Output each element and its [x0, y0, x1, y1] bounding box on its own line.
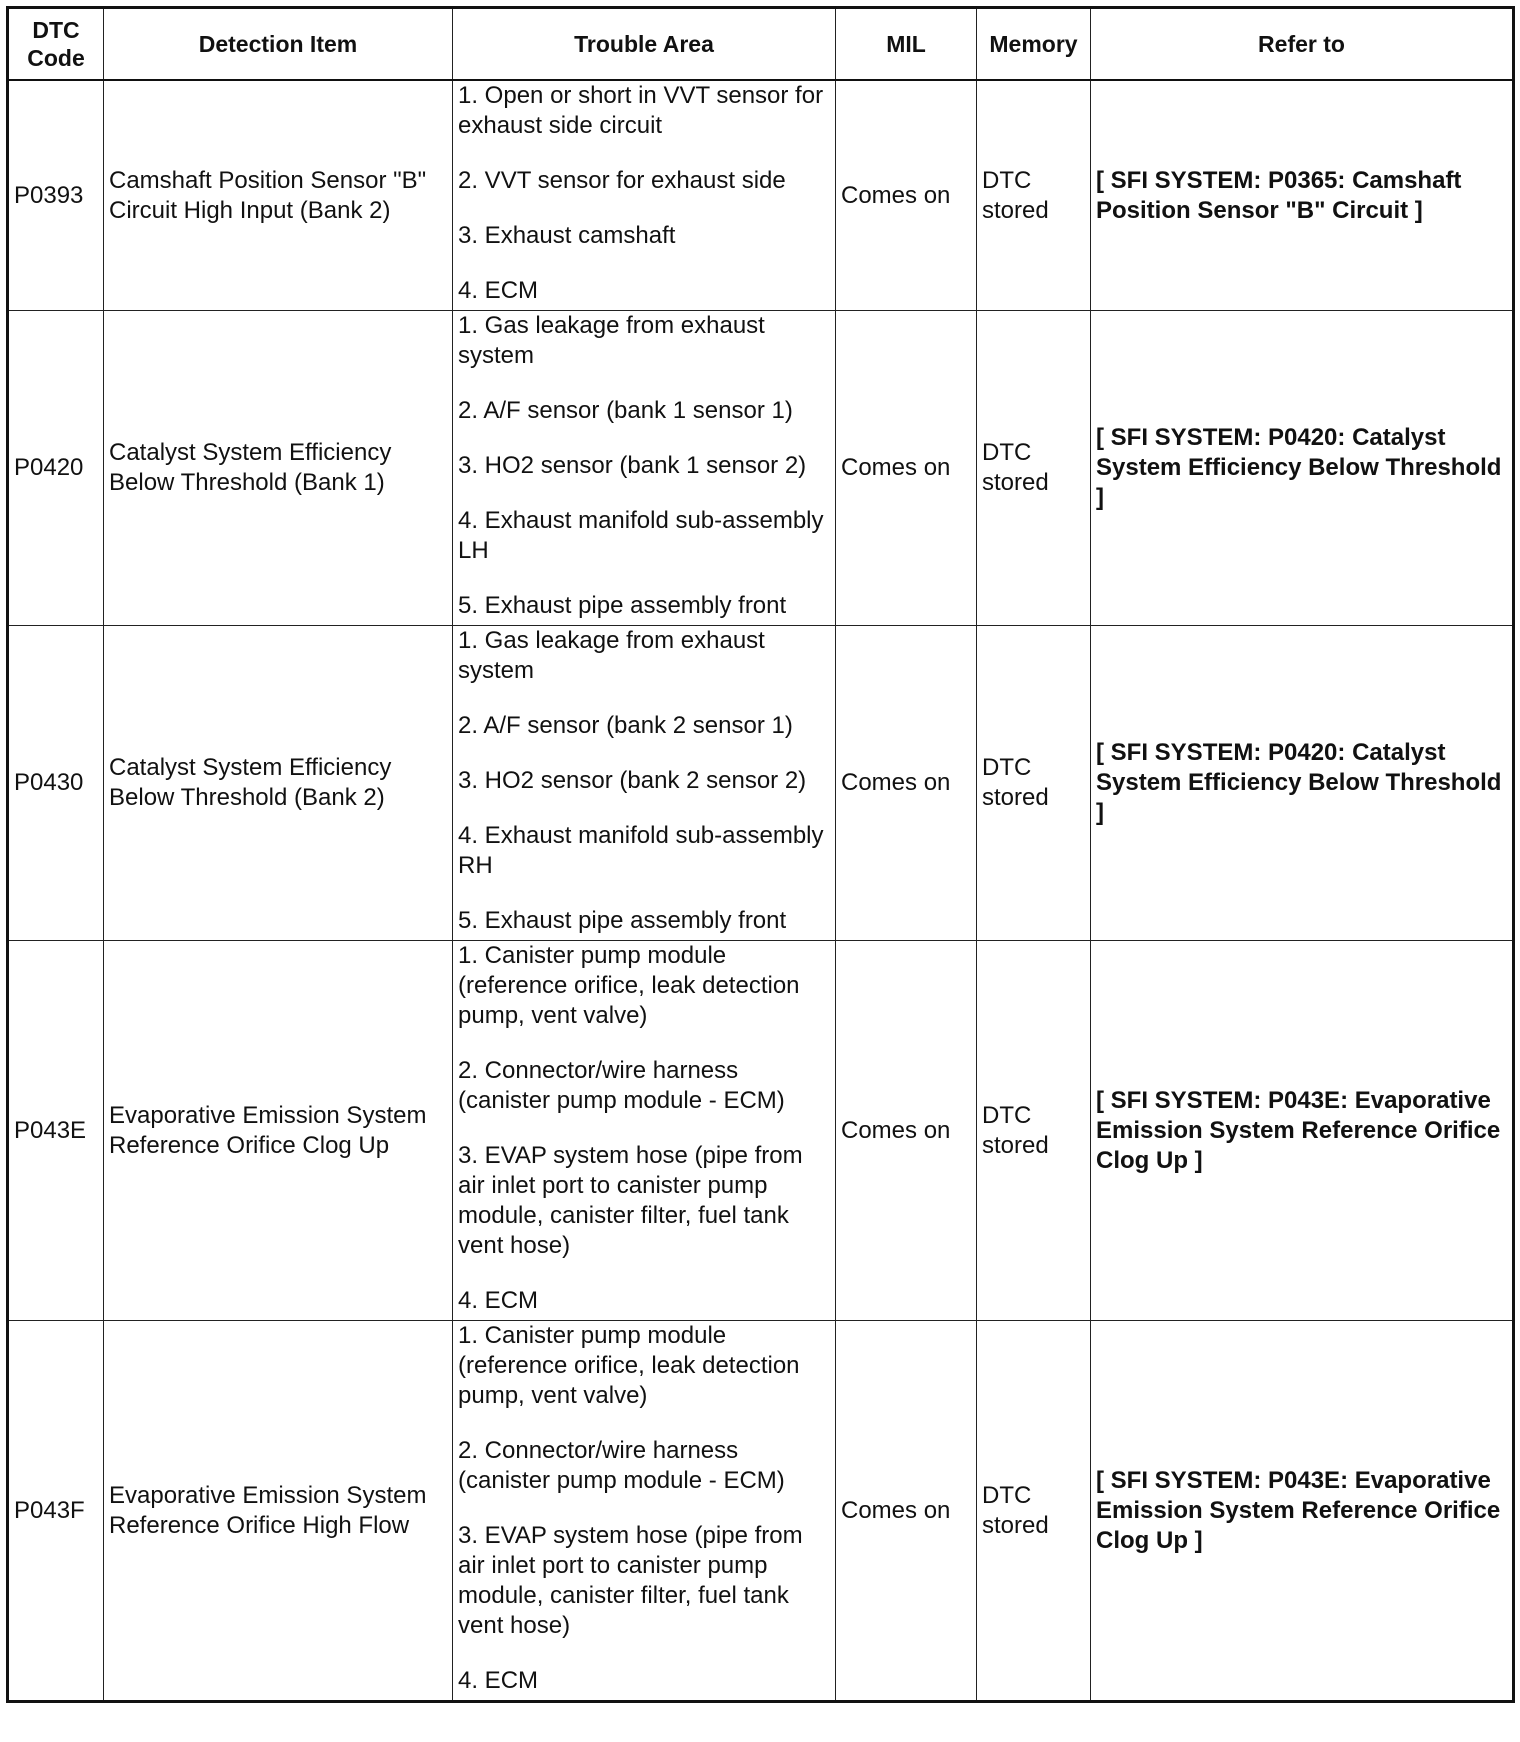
memory-cell: DTC stored: [977, 80, 1091, 311]
header-dtc-code: [8, 8, 104, 81]
header-row: [8, 8, 1514, 81]
trouble-area-cell: [453, 80, 836, 311]
dtc-code-cell: P0393: [8, 80, 104, 311]
dtc-code-cell: P0430: [8, 626, 104, 941]
trouble-area-item: 4. ECM: [458, 1287, 539, 1314]
trouble-area-item: 4. Exhaust manifold sub-assembly LH: [458, 507, 824, 564]
trouble-area-item: 3. EVAP system hose (pipe from air inlet port to canister pump module, canister filter, fuel tank vent hose): [458, 1522, 803, 1639]
memory-cell: DTC stored: [977, 626, 1091, 941]
dtc-code-cell: P0420: [8, 311, 104, 626]
memory-cell: DTC stored: [977, 941, 1091, 1321]
trouble-area-item: 5. Exhaust pipe assembly front: [458, 592, 787, 619]
dtc-code-cell: P043F: [8, 1321, 104, 1702]
header-trouble-area: Trouble Area: [453, 8, 836, 81]
detection-item-cell: Catalyst System Efficiency Below Threshold (Bank 2): [104, 626, 453, 941]
table-row: [8, 1321, 1514, 1702]
refer-to-link[interactable]: [ SFI SYSTEM: P0420: Catalyst System Efficiency Below Threshold ]: [1091, 626, 1514, 941]
refer-to-link[interactable]: [ SFI SYSTEM: P043E: Evaporative Emission System Reference Orifice Clog Up ]: [1091, 1321, 1514, 1702]
detection-item-cell: Evaporative Emission System Reference Orifice High Flow: [104, 1321, 453, 1702]
trouble-area-item: 2. Connector/wire harness (canister pump module - ECM): [458, 1057, 785, 1114]
memory-cell: DTC stored: [977, 311, 1091, 626]
trouble-area-cell: [453, 311, 836, 626]
trouble-area-item: 3. Exhaust camshaft: [458, 222, 676, 249]
table-row: [8, 941, 1514, 1321]
trouble-area-item: 2. A/F sensor (bank 2 sensor 1): [458, 712, 793, 739]
detection-item-cell: Evaporative Emission System Reference Orifice Clog Up: [104, 941, 453, 1321]
table-row: [8, 80, 1514, 311]
header-memory: Memory: [977, 8, 1091, 81]
mil-cell: Comes on: [836, 80, 977, 311]
detection-item-cell: Camshaft Position Sensor "B" Circuit High Input (Bank 2): [104, 80, 453, 311]
trouble-area-cell: [453, 626, 836, 941]
refer-to-link[interactable]: [ SFI SYSTEM: P043E: Evaporative Emission System Reference Orifice Clog Up ]: [1091, 941, 1514, 1321]
header-detection-item: Detection Item: [104, 8, 453, 81]
mil-cell: Comes on: [836, 941, 977, 1321]
trouble-area-item: 3. HO2 sensor (bank 2 sensor 2): [458, 767, 807, 794]
refer-to-link[interactable]: [ SFI SYSTEM: P0365: Camshaft Position Sensor "B" Circuit ]: [1091, 80, 1514, 311]
table-row: [8, 311, 1514, 626]
mil-cell: Comes on: [836, 1321, 977, 1702]
refer-to-link[interactable]: [ SFI SYSTEM: P0420: Catalyst System Efficiency Below Threshold ]: [1091, 311, 1514, 626]
trouble-area-item: 1. Gas leakage from exhaust system: [458, 312, 765, 369]
detection-item-cell: Catalyst System Efficiency Below Threshold (Bank 1): [104, 311, 453, 626]
trouble-area-item: 1. Canister pump module (reference orifice, leak detection pump, vent valve): [458, 1322, 800, 1409]
mil-cell: Comes on: [836, 311, 977, 626]
trouble-area-item: 2. VVT sensor for exhaust side: [458, 167, 786, 194]
header-dtc-code-line2: Code: [27, 45, 85, 71]
trouble-area-cell: [453, 1321, 836, 1702]
trouble-area-cell: [453, 941, 836, 1321]
trouble-area-item: 2. A/F sensor (bank 1 sensor 1): [458, 397, 793, 424]
header-refer-to: Refer to: [1091, 8, 1514, 81]
trouble-area-item: 1. Gas leakage from exhaust system: [458, 627, 765, 684]
header-dtc-code-line1: DTC: [32, 17, 80, 43]
mil-cell: Comes on: [836, 626, 977, 941]
trouble-area-item: 1. Canister pump module (reference orifice, leak detection pump, vent valve): [458, 942, 800, 1029]
trouble-area-item: 3. HO2 sensor (bank 1 sensor 2): [458, 452, 807, 479]
trouble-area-item: 4. ECM: [458, 277, 539, 304]
trouble-area-item: 4. ECM: [458, 1667, 539, 1694]
trouble-area-item: 2. Connector/wire harness (canister pump module - ECM): [458, 1437, 785, 1494]
header-mil: MIL: [836, 8, 977, 81]
memory-cell: DTC stored: [977, 1321, 1091, 1702]
trouble-area-item: 4. Exhaust manifold sub-assembly RH: [458, 822, 824, 879]
trouble-area-item: 3. EVAP system hose (pipe from air inlet port to canister pump module, canister filter, fuel tank vent hose): [458, 1142, 803, 1259]
trouble-area-item: 1. Open or short in VVT sensor for exhaust side circuit: [458, 82, 824, 139]
trouble-area-item: 5. Exhaust pipe assembly front: [458, 907, 787, 934]
table-row: [8, 626, 1514, 941]
dtc-code-cell: P043E: [8, 941, 104, 1321]
dtc-table: [6, 6, 1515, 1703]
